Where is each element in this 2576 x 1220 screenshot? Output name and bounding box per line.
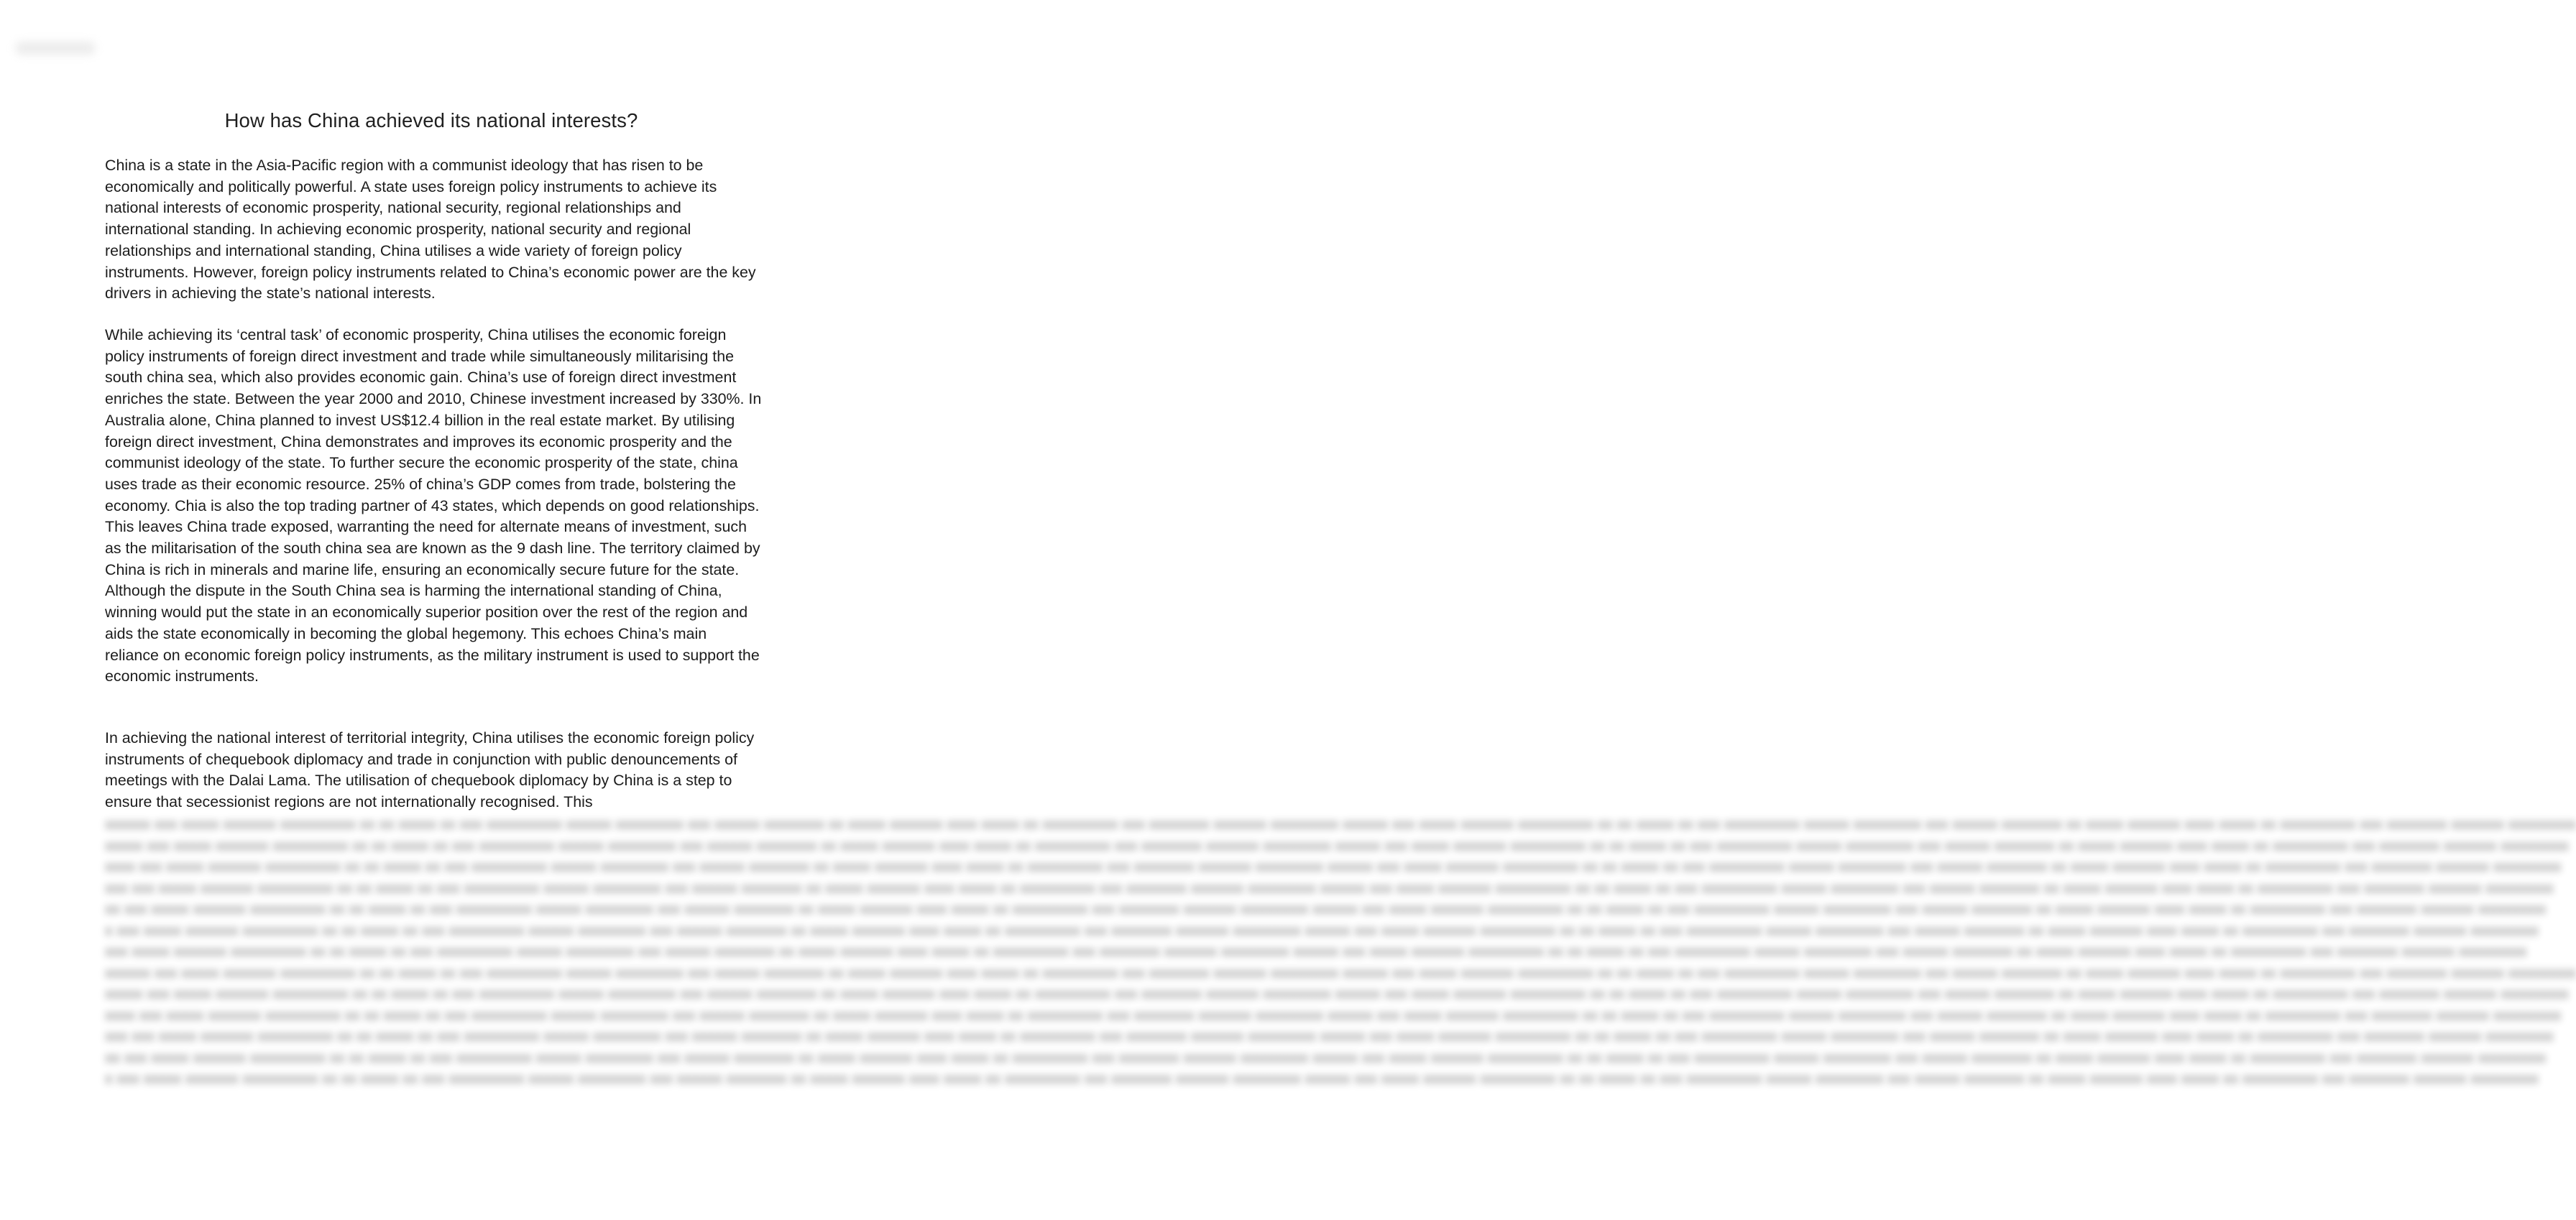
blurred-text-line: xxxx xxx xxxxx xxxxxxx xxxxxxxxxx xx xx xxxxx xx xxx xxxxxxxxxx xxxxxx xxxxxxxxx xxx xxxxxx xxxxxxxx xx xxxxx xxxxxxx xxxx xxxxx xx xxxxxxxxxx xxx xxxxxxxx xxxxxxx xxxxxxxxx xxxxxx xxx xxxxx xxxxxxx xxxxxxxxxx xx xx xxxxx xx xxx xxxxxxxxxx xxxxxx xxxxxxxxx xxx xxxxxx xxxxxxxx xx xxxxx xxxxxxx xxxx xxxxx xx xxxxxxxxxx xxx xxxxxxxx xxxxxxx xxxxxxxxx bbox=[105, 1007, 2562, 1024]
blurred-header-mark bbox=[16, 42, 95, 55]
paragraph-text: In achieving the national interest of territorial integrity, China utilises the economic foreign policy instruments of chequebook diplomacy and trade in conjunction with public denouncements of meetings with the Dalai Lama. The utilisation of chequebook diplomacy by China is a step to ensure that secessionist regions are not internationally recognised. This bbox=[105, 729, 755, 811]
blurred-text-line: xxxxx xxx xxxxx xxxxxxx xxxxxxxxxx xx xx xxxxx xx xxx xxxxxxxxxx xxxxxx xxxxxxxxx xxx xxxxxx xxxxxxxx xx xxxxx xxxxxxx xxxx xxxxx xx xxxxxxxxxx xxx xxxxxxxx xxxxxxx xxxxxxxxx xxxxxx xxx xxxxx xxxxxxx xxxxxxxxxx xx xx xxxxx xx xxx xxxxxxxxxx xxxxxx xxxxxxxxx xxx xxxxxx xxxxxxxx xx xxxxx xxxxxxx xxxx xxxxx xx xxxxxxxxxx xxx xxxxxxxx xxxxxxx xxxxxxxxx bbox=[105, 986, 2569, 1002]
blurred-text-line: xx xxx xxxxx xxxxxxx xxxxxxxxxx xx xx xxxxx xx xxx xxxxxxxxxx xxxxxx xxxxxxxxx xxx xxxxxx xxxxxxxx xx xxxxx xxxxxxx xxxx xxxxx xx xxxxxxxxxx xxx xxxxxxxx xxxxxxx xxxxxxxxx xxxxxx xxx xxxxx xxxxxxx xxxxxxxxxx xx xx xxxxx xx xxx xxxxxxxxxx xxxxxx xxxxxxxxx xxx xxxxxx xxxxxxxx xx xxxxx xxxxxxx xxxx xxxxx xx xxxxxxxxxx xxx xxxxxxxx xxxxxxx xxxxxxxxx bbox=[105, 1049, 2547, 1066]
blurred-text-line: xxx xxx xxxxx xxxxxxx xxxxxxxxxx xx xx xxxxx xx xxx xxxxxxxxxx xxxxxx xxxxxxxxx xxx xxxxxx xxxxxxxx xx xxxxx xxxxxxx xxxx xxxxx xx xxxxxxxxxx xxx xxxxxxxx xxxxxxx xxxxxxxxx xxxxxx xxx xxxxx xxxxxxx xxxxxxxxxx xx xx xxxxx xx xxx xxxxxxxxxx xxxxxx xxxxxxxxx xxx xxxxxx xxxxxxxx xx xxxxx xxxxxxx xxxx xxxxx xx xxxxxxxxxx xxx xxxxxxxx xxxxxxx xxxxxxxxx bbox=[105, 879, 2554, 897]
blurred-text-line: x xxx xxxxx xxxxxxx xxxxxxxxxx xx xx xxxxx xx xxx xxxxxxxxxx xxxxxx xxxxxxxxx xxx xxxxxx xxxxxxxx xx xxxxx xxxxxxx xxxx xxxxx xx xxxxxxxxxx xxx xxxxxxxx xxxxxxx xxxxxxxxx xxxxxx xxx xxxxx xxxxxxx xxxxxxxxxx xx xx xxxxx xx xxx xxxxxxxxxx xxxxxx xxxxxxxxx xxx xxxxxx xxxxxxxx xx xxxxx xxxxxxx xxxx xxxxx xx xxxxxxxxxx xxx xxxxxxxx xxxxxxx xxxxxxxxx bbox=[105, 1071, 2539, 1087]
document-title: How has China achieved its national interests? bbox=[224, 109, 638, 131]
paragraph-3 bbox=[105, 728, 763, 813]
blurred-text-line: xxxxx xxx xxxxx xxxxxxx xxxxxxxxxx xx xx xxxxx xx xxx xxxxxxxxxx xxxxxx xxxxxxxxx xxx xxxxxx xxxxxxxx xx xxxxx xxxxxxx xxxx xxxxx xx xxxxxxxxxx xxx xxxxxxxx xxxxxxx xxxxxxxxx xxxxxx xxx xxxxx xxxxxxx xxxxxxxxxx xx xx xxxxx xx xxx xxxxxxxxxx xxxxxx xxxxxxxxx xxx xxxxxx xxxxxxxx xx xxxxx xxxxxxx xxxx xxxxx xx xxxxxxxxxx xxx xxxxxxxx xxxxxxx xxxxxxxxx bbox=[105, 837, 2569, 854]
blurred-text-line: xxxx xxx xxxxx xxxxxxx xxxxxxxxxx xx xx xxxxx xx xxx xxxxxxxxxx xxxxxx xxxxxxxxx xxx xxxxxx xxxxxxxx xx xxxxx xxxxxxx xxxx xxxxx xx xxxxxxxxxx xxx xxxxxxxx xxxxxxx xxxxxxxxx xxxxxx xxx xxxxx xxxxxxx xxxxxxxxxx xx xx xxxxx xx xxx xxxxxxxxxx xxxxxx xxxxxxxxx xxx xxxxxx xxxxxxxx xx xxxxx xxxxxxx xxxx xxxxx xx xxxxxxxxxx xxx xxxxxxxx xxxxxxx xxxxxxxxx bbox=[105, 859, 2562, 875]
paragraph-1 bbox=[105, 155, 763, 305]
blurred-text-line: xxxxxx xxx xxxxx xxxxxxx xxxxxxxxxx xx xx xxxxx xx xxx xxxxxxxxxx xxxxxx xxxxxxxxx xxx xxxxxx xxxxxxxx xx xxxxx xxxxxxx xxxx xxxxx xx xxxxxxxxxx xxx xxxxxxxx xxxxxxx xxxxxxxxx xxxxxx xxx xxxxx xxxxxxx xxxxxxxxxx xx xx xxxxx xx xxx xxxxxxxxxx xxxxxx xxxxxxxxx xxx xxxxxx xxxxxxxx xx xxxxx xxxxxxx xxxx xxxxx xx xxxxxxxxxx xxx xxxxxxxx xxxxxxx xxxxxxxxx bbox=[105, 964, 2576, 981]
blurred-text-line: xxx xxx xxxxx xxxxxxx xxxxxxxxxx xx xx xxxxx xx xxx xxxxxxxxxx xxxxxx xxxxxxxxx xxx xxxxxx xxxxxxxx xx xxxxx xxxxxxx xxxx xxxxx xx xxxxxxxxxx xxx xxxxxxxx xxxxxxx xxxxxxxxx xxxxxx xxx xxxxx xxxxxxx xxxxxxxxxx xx xx xxxxx xx xxx xxxxxxxxxx xxxxxx xxxxxxxxx xxx xxxxxx xxxxxxxx xx xxxxx xxxxxxx xxxx xxxxx xx xxxxxxxxxx xxx xxxxxxxx xxxxxxx xxxxxxxxx bbox=[105, 1028, 2554, 1045]
blurred-text-line: xxxxxx xxx xxxxx xxxxxxx xxxxxxxxxx xx xx xxxxx xx xxx xxxxxxxxxx xxxxxx xxxxxxxxx xxx xxxxxx xxxxxxxx xx xxxxx xxxxxxx xxxx xxxxx xx xxxxxxxxxx xxx xxxxxxxx xxxxxxx xxxxxxxxx xxxxxx xxx xxxxx xxxxxxx xxxxxxxxxx xx xx xxxxx xx xxx xxxxxxxxxx xxxxxx xxxxxxxxx xxx xxxxxx xxxxxxxx xx xxxxx xxxxxxx xxxx xxxxx xx xxxxxxxxxx xxx xxxxxxxx xxxxxxx xxxxxxxxx bbox=[105, 816, 2576, 833]
paragraph-text: While achieving its ‘central task’ of economic prosperity, China utilises the economic foreign policy instruments of foreign direct investment and trade while simultaneously militarising the south china sea, which also provides economic gain. China’s use of foreign direct investment enriches the state. Between the year 2000 and 2010, Chinese investment increased by 330%. In Australia alone, China planned to invest US$12.4 billion in the real estate market. By utilising foreign direct investment, China demonstrates and improves its economic prosperity and the communist ideology of the state. To further secure the economic prosperity of the state, china uses trade as their economic resource. 25% of china’s GDP comes from trade, bolstering the economy. Chia is also the top trading partner of 43 states, which depends on good relationships. This leaves China trade exposed, warranting the need for alternate means of investment, such as the militarisation of the south china sea are known as the 9 dash line. The territory claimed by China is rich in minerals and marine life, ensuring an economically secure future for the state. Although the dispute in the South China sea is harming the international standing of China, winning would put the state in an economically superior position over the rest of the region and aids the state economically in becoming the global hegemony. This echoes China’s main reliance on economic foreign policy instruments, as the military instrument is used to support the economic instruments. bbox=[105, 326, 762, 685]
paragraph-2 bbox=[105, 325, 763, 688]
paragraph-text: China is a state in the Asia-Pacific region with a communist ideology that has risen to be economically and politically powerful. A state uses foreign policy instruments to achieve its national interests of economic prosperity, national security, regional relationships and international standing. In achieving economic prosperity, national security and regional relationships and international standing, China utilises a wide variety of foreign policy instruments. However, foreign policy instruments related to China’s economic power are the key drivers in achieving the state’s national interests. bbox=[105, 157, 756, 302]
blurred-text-line: xxx xxxxx xxxxxxx xxxxxxxxxx xx xx xxxxx xx xxx xxxxxxxxxx xxxxxx xxxxxxxxx xxx xxxxxx xxxxxxxx xx xxxxx xxxxxxx xxxx xxxxx xx xxxxxxxxxx xxx xxxxxxxx xxxxxxx xxxxxxxxx xxxxxx xxx xxxxx xxxxxxx xxxxxxxxxx xx xx xxxxx xx xxx xxxxxxxxxx xxxxxx xxxxxxxxx xxx xxxxxx xxxxxxxx xx xxxxx xxxxxxx xxxx xxxxx xx xxxxxxxxxx xxx xxxxxxxx xxxxxxx xxxxxxxxx bbox=[105, 943, 2527, 960]
blurred-text-line: xx xxx xxxxx xxxxxxx xxxxxxxxxx xx xx xxxxx xx xxx xxxxxxxxxx xxxxxx xxxxxxxxx xxx xxxxxx xxxxxxxx xx xxxxx xxxxxxx xxxx xxxxx xx xxxxxxxxxx xxx xxxxxxxx xxxxxxx xxxxxxxxx xxxxxx xxx xxxxx xxxxxxx xxxxxxxxxx xx xx xxxxx xx xxx xxxxxxxxxx xxxxxx xxxxxxxxx xxx xxxxxx xxxxxxxx xx xxxxx xxxxxxx xxxx xxxxx xx xxxxxxxxxx xxx xxxxxxxx xxxxxxx xxxxxxxxx bbox=[105, 901, 2547, 918]
blurred-preview-text bbox=[105, 814, 2576, 1090]
blurred-text-line: x xxx xxxxx xxxxxxx xxxxxxxxxx xx xx xxxxx xx xxx xxxxxxxxxx xxxxxx xxxxxxxxx xxx xxxxxx xxxxxxxx xx xxxxx xxxxxxx xxxx xxxxx xx xxxxxxxxxx xxx xxxxxxxx xxxxxxx xxxxxxxxx xxxxxx xxx xxxxx xxxxxxx xxxxxxxxxx xx xx xxxxx xx xxx xxxxxxxxxx xxxxxx xxxxxxxxx xxx xxxxxx xxxxxxxx xx xxxxx xxxxxxx xxxx xxxxx xx xxxxxxxxxx xxx xxxxxxxx xxxxxxx xxxxxxxxx bbox=[105, 922, 2539, 939]
